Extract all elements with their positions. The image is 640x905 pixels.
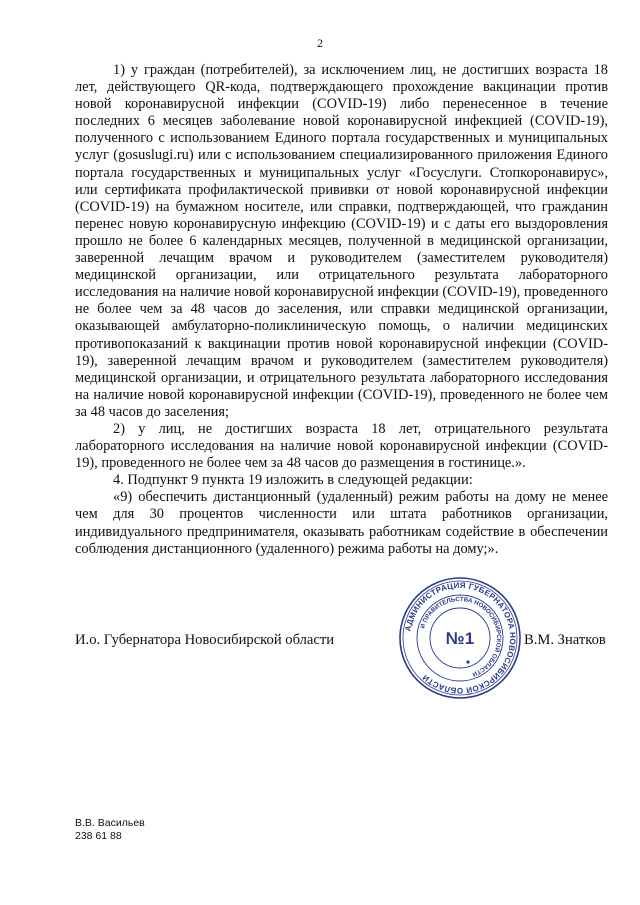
executor-phone: 238 61 88 bbox=[75, 830, 122, 842]
signatory-title: И.о. Губернатора Новосибирской области bbox=[75, 632, 335, 648]
seal-inner-text: И ПРАВИТЕЛЬСТВА НОВОСИБИРСКОЙ ОБЛАСТИ bbox=[419, 595, 503, 678]
document-body bbox=[75, 62, 608, 558]
seal-outer-text: АДМИНИСТРАЦИЯ ГУБЕРНАТОРА НОВОСИБИРСКОЙ ОБЛАСТИ bbox=[403, 580, 518, 696]
executor-name: В.В. Васильев bbox=[75, 817, 145, 829]
executor-info bbox=[75, 817, 145, 843]
official-seal bbox=[398, 576, 522, 700]
page-number: 2 bbox=[317, 36, 323, 50]
seal-center-number: №1 bbox=[445, 629, 475, 648]
seal-dot bbox=[466, 660, 469, 663]
paragraph-1: 1) у граждан (потребителей), за исключением лиц, не достигших возраста 18 лет, действующего QR-кода, подтверждающего прохождение вакцинации против новой коронавирусной инфекции (COVID-19) либо перенесенное в течение последних 6 месяцев заболевание новой коронавирусной инфекцией (COVID-19), полученного с использованием Единого портала государственных и муниципальных услуг (gosuslugi.ru) или с использованием специализированного приложения Единого портала государственных и муниципальных услуг «Госуслуги. Стопкоронавирус», или сертификата профилактической прививки от новой коронавирусной инфекции (COVID-19) на бумажном носителе, или справки, подтверждающей, что гражданин перенес новую коронавирусную инфекцию (COVID-19) и с даты его выздоровления прошло не более 6 календарных месяцев, полученной в медицинской организации, заверенной лечащим врачом и руководителем (заместителем руководителя) медицинской организации, или отрицательного результата лабораторного исследования на наличие новой коронавирусной инфекции (COVID-19), проведенного не более чем за 48 часов до заселения, или справки медицинской организации, оказывающей амбулаторно-поликлиническую помощь, о наличии медицинских противопоказаний к вакцинации против новой коронавирусной инфекции (COVID-19), заверенной лечащим врачом и руководителем (заместителем руководителя) медицинской организации, и отрицательного результата лабораторного исследования на наличие новой коронавирусной инфекции (COVID-19), проведенного не более чем за 48 часов до заселения; bbox=[75, 62, 608, 420]
paragraph-4: «9) обеспечить дистанционный (удаленный) режим работы на дому не менее чем для 30 процентов численности или штата работников организации, индивидуального предпринимателя, оказывать работникам содействие в обеспечении соблюдения дистанционного (удаленного) режима работы на дому;». bbox=[75, 489, 608, 557]
paragraph-3: 4. Подпункт 9 пункта 19 изложить в следующей редакции: bbox=[113, 472, 473, 489]
signatory-name: В.М. Знатков bbox=[524, 632, 606, 648]
paragraph-2: 2) у лиц, не достигших возраста 18 лет, отрицательного результата лабораторного исследования на наличие новой коронавирусной инфекции (COVID-19), проведенного не более чем за 48 часов до размещения в гостинице.». bbox=[75, 420, 608, 472]
